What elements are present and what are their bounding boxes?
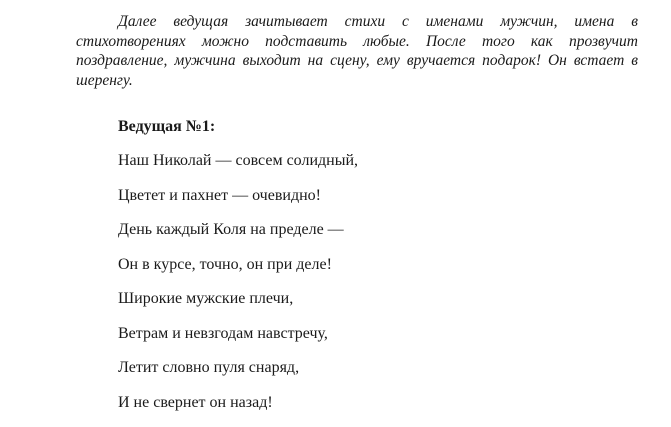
verse-line: Наш Николай — совсем солидный, [118,151,358,186]
verse-line: Широкие мужские плечи, [118,289,358,324]
poem-verse [118,151,358,427]
verse-line: Цветет и пахнет — очевидно! [118,186,358,221]
verse-line: Ветрам и невзгодам навстречу, [118,324,358,359]
verse-line: День каждый Коля на пределе — [118,220,358,255]
verse-line: И не свернет он назад! [118,393,358,427]
verse-line: Летит словно пуля снаряд, [118,358,358,393]
speaker-heading: Ведущая №1: [118,117,215,137]
verse-line: Он в курсе, точно, он при деле! [118,255,358,290]
intro-paragraph: Далее ведущая зачитывает стихи с именами мужчин, имена в стихотворениях можно подставить любые. После того как прозвучит поздравление, мужчина выходит на сцену, ему вручается подарок! Он встает в шеренгу. [76,12,638,90]
